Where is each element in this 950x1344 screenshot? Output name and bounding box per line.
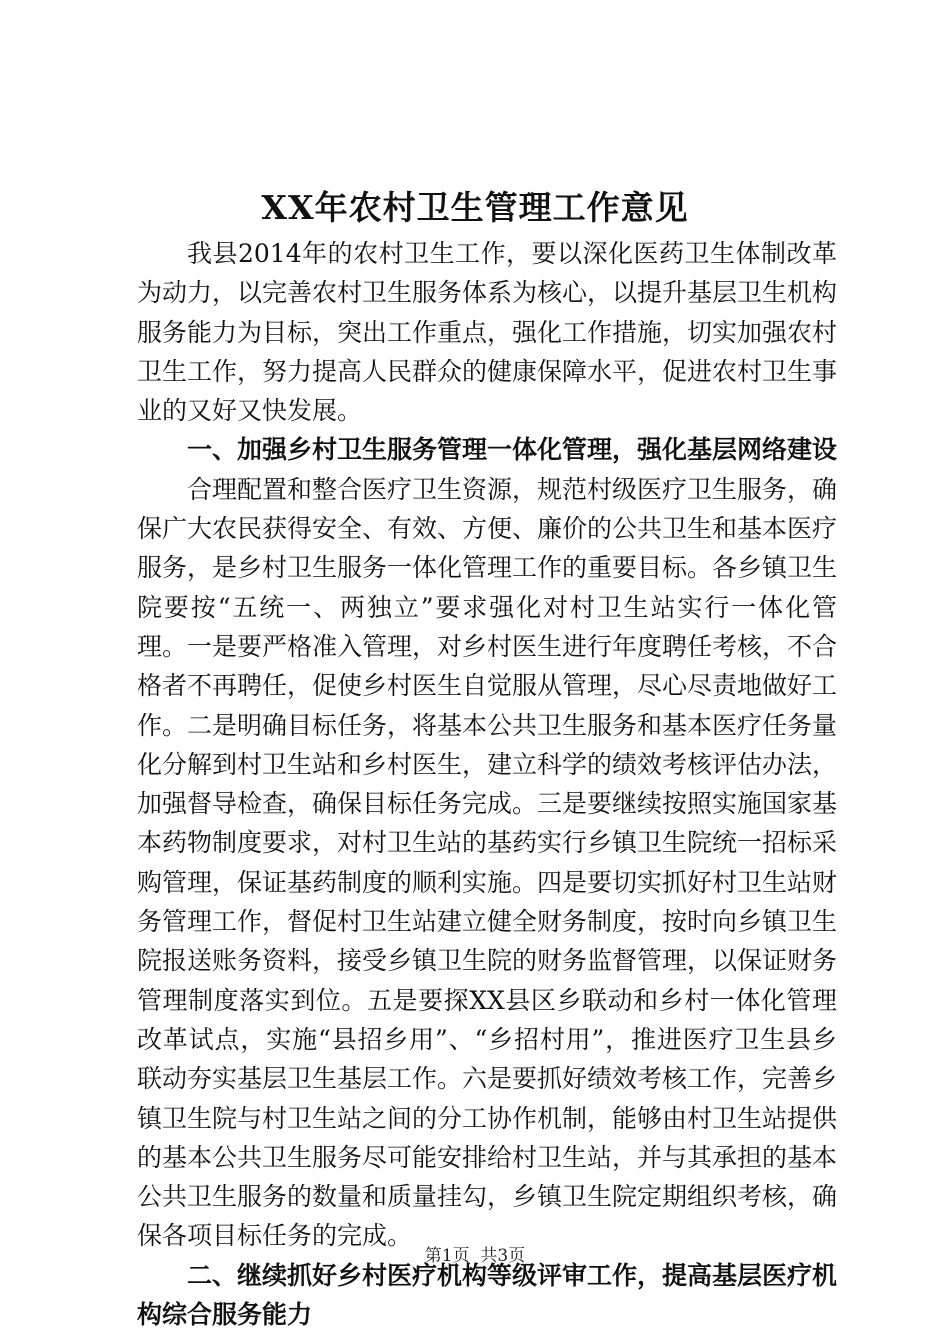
section-heading-1: 一、加强乡村卫生服务管理一体化管理，强化基层网络建设 bbox=[187, 435, 838, 465]
document-title: XX年农村卫生管理工作意见 bbox=[261, 188, 689, 227]
page-total: 共3页 bbox=[480, 1246, 526, 1266]
page-number: 第1页 bbox=[424, 1246, 470, 1266]
page-footer bbox=[0, 1244, 950, 1268]
section-heading-2: 二、继续抓好乡村医疗机构等级评审工作，提高基层医疗机构综合服务能力 bbox=[137, 1260, 838, 1330]
section-paragraph-1: 合理配置和整合医疗卫生资源，规范村级医疗卫生服务，确保广大农民获得安全、有效、方便、廉价的公共卫生和基本医疗服务，是乡村卫生服务一体化管理工作的重要目标。各乡镇卫生院要按“五统一、两独立”要求强化对村卫生站实行一体化管理。一是要严格准入管理，对乡村医生进行年度聘任考核，不合格者不再聘任，促使乡村医生自觉服从管理，尽心尽责地做好工作。二是明确目标任务，将基本公共卫生服务和基本医疗任务量化分解到村卫生站和乡村医生，建立科学的绩效考核评估办法，加强督导检查，确保目标任务完成。三是要继续按照实施国家基本药物制度要求，对村卫生站的基药实行乡镇卫生院统一招标采购管理，保证基药制度的顺利实施。四是要切实抓好村卫生站财务管理工作，督促村卫生站建立健全财务制度，按时向乡镇卫生院报送账务资料，接受乡镇卫生院的财务监督管理，以保证财务管理制度落实到位。五是要探XX县区乡联动和乡村一体化管理改革试点，实施“县招乡用”、“乡招村用”，推进医疗卫生县乡联动夯实基层卫生基层工作。六是要抓好绩效考核工作，完善乡镇卫生院与村卫生站之间的分工协作机制，能够由村卫生站提供的基本公共卫生服务尽可能安排给村卫生站，并与其承担的基本公共卫生服务的数量和质量挂勾，乡镇卫生院定期组织考核，确保各项目标任务的完成。 bbox=[137, 474, 838, 1251]
document-body bbox=[137, 234, 837, 1334]
intro-paragraph: 我县2014年的农村卫生工作，要以深化医药卫生体制改革为动力，以完善农村卫生服务体系为核心，以提升基层卫生机构服务能力为目标，突出工作重点，强化工作措施，切实加强农村卫生工作，努力提高人民群众的健康保障水平，促进农村卫生事业的又好又快发展。 bbox=[137, 239, 838, 426]
